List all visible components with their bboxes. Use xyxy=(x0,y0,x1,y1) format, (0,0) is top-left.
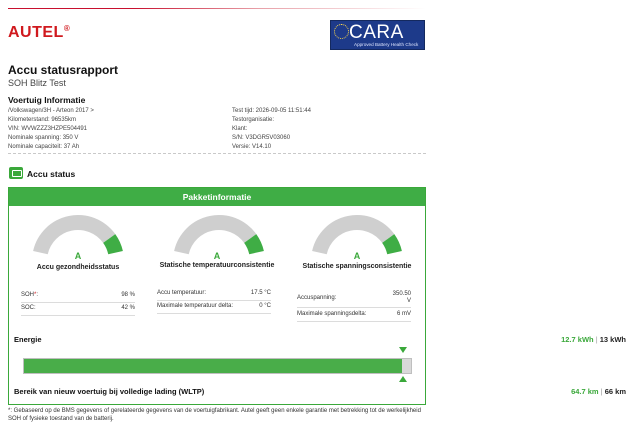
temperature-values xyxy=(157,290,271,320)
stars-ring-icon xyxy=(334,24,349,39)
energy-bar xyxy=(23,358,412,374)
battery-temperature-key: Accu temperatuur: xyxy=(157,290,207,296)
vehicle-info-left xyxy=(8,107,94,152)
energy-bar-fill xyxy=(24,359,402,373)
soc-key: SOC: xyxy=(21,305,36,311)
vehicle-nominal-voltage: Nominale spanning: 350 V xyxy=(8,135,79,141)
row-divider xyxy=(297,321,411,322)
vehicle-model: /Volkswagen/3H - Arteon 2017 > xyxy=(8,108,94,114)
battery-voltage-value: 350.50 V xyxy=(392,291,411,304)
battery-voltage-key: Accuspanning: xyxy=(297,295,337,301)
max-voltage-delta-value: 6 mV xyxy=(396,311,411,317)
package-info-title: Pakketinformatie xyxy=(9,188,425,206)
cara-badge xyxy=(330,20,425,50)
section-divider xyxy=(8,153,426,154)
health-gauge-label: Accu gezondheidsstatus xyxy=(36,264,120,271)
test-organisation: Testorganisatie: xyxy=(232,117,275,123)
battery-status-heading: Accu status xyxy=(27,169,76,179)
max-temperature-delta-key: Maximale temperatuur delta: xyxy=(157,303,234,309)
cara-badge-text: CARA xyxy=(349,22,404,43)
vehicle-info-right xyxy=(232,107,311,152)
health-grade: A xyxy=(74,251,82,261)
battery-icon xyxy=(9,167,23,179)
row-divider xyxy=(157,313,271,314)
soc-value: 42 % xyxy=(121,305,135,311)
footnote: *: Gebaseerd op de BMS gegevens of gerelateerde gegevens van de voertuigfabrikant. Autel geeft geen enkele garantie met betrekking tot de werkelijkheid SOH of fysieke toestand van de batterij. xyxy=(8,408,421,422)
software-version: Versie: V14.10 xyxy=(232,144,272,150)
range-value: 64.7 km | 66 km xyxy=(571,387,626,396)
vehicle-nominal-capacity: Nominale capaciteit: 37 Ah xyxy=(8,144,80,150)
header-rule xyxy=(8,8,426,9)
voltage-values xyxy=(297,291,411,323)
battery-temperature-value: 17.5 °C xyxy=(250,290,271,296)
report-subtitle: SOH Blitz Test xyxy=(8,78,66,88)
temperature-grade: A xyxy=(213,251,221,261)
energy-label: Energie xyxy=(14,335,42,344)
max-voltage-delta-key: Maximale spanningsdelta: xyxy=(297,311,367,317)
row-divider xyxy=(21,302,135,303)
temperature-gauge-label: Statische temperatuurconsistentie xyxy=(159,262,275,269)
health-values xyxy=(21,292,135,322)
row-divider xyxy=(157,300,271,301)
range-label: Bereik van nieuw voertuig bij volledige lading (WLTP) xyxy=(14,387,205,396)
row-divider xyxy=(297,307,411,308)
serial-number: S/N: V3DGR5V03060 xyxy=(232,135,291,141)
range-marker-icon xyxy=(399,376,407,382)
report-title: Accu statusrapport xyxy=(8,63,119,77)
energy-value: 12.7 kWh | 13 kWh xyxy=(561,335,626,344)
max-temperature-delta-value: 0 °C xyxy=(259,303,271,309)
energy-marker-icon xyxy=(399,347,407,353)
voltage-gauge-label: Statische spanningsconsistentie xyxy=(302,263,412,270)
autel-logo: AUTEL® xyxy=(8,24,71,41)
cara-badge-subtext: Approved Battery Health Check xyxy=(354,42,419,47)
soh-key: SOH*: xyxy=(21,292,39,298)
vehicle-mileage: Kilometerstand: 96535km xyxy=(8,117,77,123)
voltage-grade: A xyxy=(353,251,361,261)
soh-value: 98 % xyxy=(121,292,135,298)
test-time: Test tijd: 2026-09-05 11:51:44 xyxy=(232,108,311,114)
row-divider xyxy=(21,315,135,316)
customer: Klant: xyxy=(232,126,248,132)
vehicle-info-heading: Voertuig Informatie xyxy=(8,95,86,105)
vehicle-vin: VIN: WVWZZZ3HZPE504491 xyxy=(8,126,88,132)
